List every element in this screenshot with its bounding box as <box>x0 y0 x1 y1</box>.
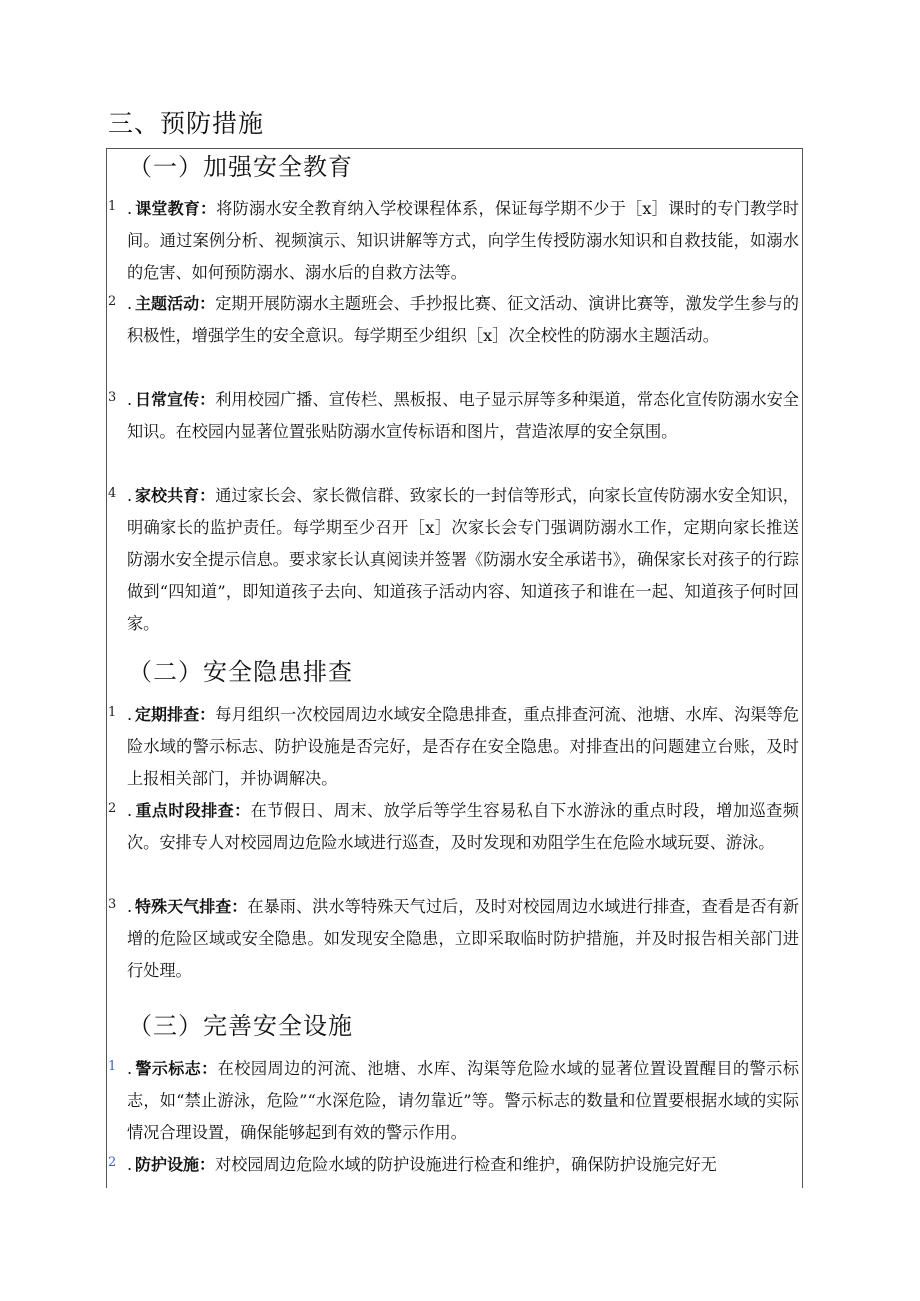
item-label: 日常宣传： <box>135 390 216 409</box>
item-body: 通过家长会、家长微信群、致家长的一封信等形式，向家长宣传防溺水安全知识，明确家长的监护责任。每学期至少召开［x］次家长会专门强调防溺水工作，定期向家长推送防溺水安全提示信息。要求家长认真阅读并签署《防溺水安全承诺书》，确保家长对孩子的行踪做到“四知道”，即知道孩子去向、知道孩子活动内容、知道孩子和谁在一起、知道孩子何时回家。 <box>127 486 799 633</box>
item-body: 在节假日、周末、放学后等学生容易私自下水游泳的重点时段，增加巡查频次。安排专人对校园周边危险水域进行巡查，及时发现和劝阻学生在危险水域玩耍、游泳。 <box>127 801 799 852</box>
item-label: 特殊天气排查： <box>135 897 248 916</box>
item-paragraph: . 主题活动：定期开展防溺水主题班会、手抄报比赛、征文活动、演讲比赛等，激发学生参与的积极性，增强学生的安全意识。每学期至少组织［x］次全校性的防溺水主题活动。 <box>127 294 799 345</box>
item-paragraph: . 警示标志：在校园周边的河流、池塘、水库、沟渠等危险水域的显著位置设置醒目的警示标志，如“禁止游泳，危险”“水深危险，请勿靠近”等。警示标志的数量和位置要根据水域的实际情况合理设置，确保能够起到有效的警示作用。 <box>127 1059 799 1142</box>
item-body: 在暴雨、洪水等特殊天气过后，及时对校园周边水域进行排查，查看是否有新增的危险区域或安全隐患。如发现安全隐患，立即采取临时防护措施，并及时报告相关部门进行处理。 <box>127 897 799 980</box>
subsection-title: （三）完善安全设施 <box>128 1012 353 1040</box>
item-number: 2 <box>108 294 117 309</box>
item-number: 2 <box>108 1155 117 1170</box>
item-paragraph: . 课堂教育：将防溺水安全教育纳入学校课程体系，保证每学期不少于［x］课时的专门教学时间。通过案例分析、视频演示、知识讲解等方式，向学生传授防溺水知识和自救技能，如溺水的危害、如何预防溺水、溺水后的自救方法等。 <box>127 199 799 282</box>
item-paragraph: . 家校共育：通过家长会、家长微信群、致家长的一封信等形式，向家长宣传防溺水安全知识，明确家长的监护责任。每学期至少召开［x］次家长会专门强调防溺水工作，定期向家长推送防溺水安全提示信息。要求家长认真阅读并签署《防溺水安全承诺书》，确保家长对孩子的行踪做到“四知道”，即知道孩子去向、知道孩子活动内容、知道孩子和谁在一起、知道孩子何时回家。 <box>127 486 799 633</box>
item-label: 定期排查： <box>135 705 216 724</box>
item-paragraph: . 特殊天气排查：在暴雨、洪水等特殊天气过后，及时对校园周边水域进行排查，查看是否有新增的危险区域或安全隐患。如发现安全隐患，立即采取临时防护措施，并及时报告相关部门进行处理。 <box>127 897 799 980</box>
item-label: 警示标志： <box>135 1059 218 1078</box>
item-label: 课堂教育： <box>135 199 217 218</box>
item-body: 在校园周边的河流、池塘、水库、沟渠等危险水域的显著位置设置醒目的警示标志，如“禁止游泳，危险”“水深危险，请勿靠近”等。警示标志的数量和位置要根据水域的实际情况合理设置，确保能够起到有效的警示作用。 <box>127 1059 799 1142</box>
item-number: 1 <box>108 199 117 214</box>
item-body: 利用校园广播、宣传栏、黑板报、电子显示屏等多种渠道，常态化宣传防溺水安全知识。在校园内显著位置张贴防溺水宣传标语和图片，营造浓厚的安全氛围。 <box>127 390 799 441</box>
item-paragraph: . 防护设施：对校园周边危险水域的防护设施进行检查和维护，确保防护设施完好无 <box>127 1155 717 1174</box>
item-body: 对校园周边危险水域的防护设施进行检查和维护，确保防护设施完好无 <box>215 1155 717 1174</box>
item-number: 1 <box>108 705 117 720</box>
section-title: 三、预防措施 <box>108 109 265 138</box>
item-paragraph: . 日常宣传：利用校园广播、宣传栏、黑板报、电子显示屏等多种渠道，常态化宣传防溺水安全知识。在校园内显著位置张贴防溺水宣传标语和图片，营造浓厚的安全氛围。 <box>127 390 799 441</box>
subsection-title: （一）加强安全教育 <box>128 153 353 181</box>
item-body: 将防溺水安全教育纳入学校课程体系，保证每学期不少于［x］课时的专门教学时间。通过案例分析、视频演示、知识讲解等方式，向学生传授防溺水知识和自救技能，如溺水的危害、如何预防溺水、溺水后的自救方法等。 <box>127 199 799 282</box>
item-body: 定期开展防溺水主题班会、手抄报比赛、征文活动、演讲比赛等，激发学生参与的积极性，增强学生的安全意识。每学期至少组织［x］次全校性的防溺水主题活动。 <box>127 294 799 345</box>
item-paragraph: . 定期排查：每月组织一次校园周边水域安全隐患排查，重点排查河流、池塘、水库、沟渠等危险水域的警示标志、防护设施是否完好，是否存在安全隐患。对排查出的问题建立台账，及时上报相关部门，并协调解决。 <box>127 705 799 788</box>
item-label: 防护设施： <box>135 1155 216 1174</box>
subsection-title: （二）安全隐患排查 <box>128 658 353 686</box>
item-number: 4 <box>108 486 117 501</box>
item-label: 重点时段排查： <box>135 801 251 820</box>
item-body: 每月组织一次校园周边水域安全隐患排查，重点排查河流、池塘、水库、沟渠等危险水域的警示标志、防护设施是否完好，是否存在安全隐患。对排查出的问题建立台账，及时上报相关部门，并协调解决。 <box>127 705 799 788</box>
item-label: 家校共育： <box>135 486 216 505</box>
item-number: 3 <box>108 897 117 912</box>
item-paragraph: . 重点时段排查：在节假日、周末、放学后等学生容易私自下水游泳的重点时段，增加巡查频次。安排专人对校园周边危险水域进行巡查，及时发现和劝阻学生在危险水域玩耍、游泳。 <box>127 801 799 852</box>
item-number: 2 <box>108 801 117 816</box>
item-number: 1 <box>108 1059 117 1074</box>
item-number: 3 <box>108 390 117 405</box>
item-label: 主题活动： <box>135 294 216 313</box>
